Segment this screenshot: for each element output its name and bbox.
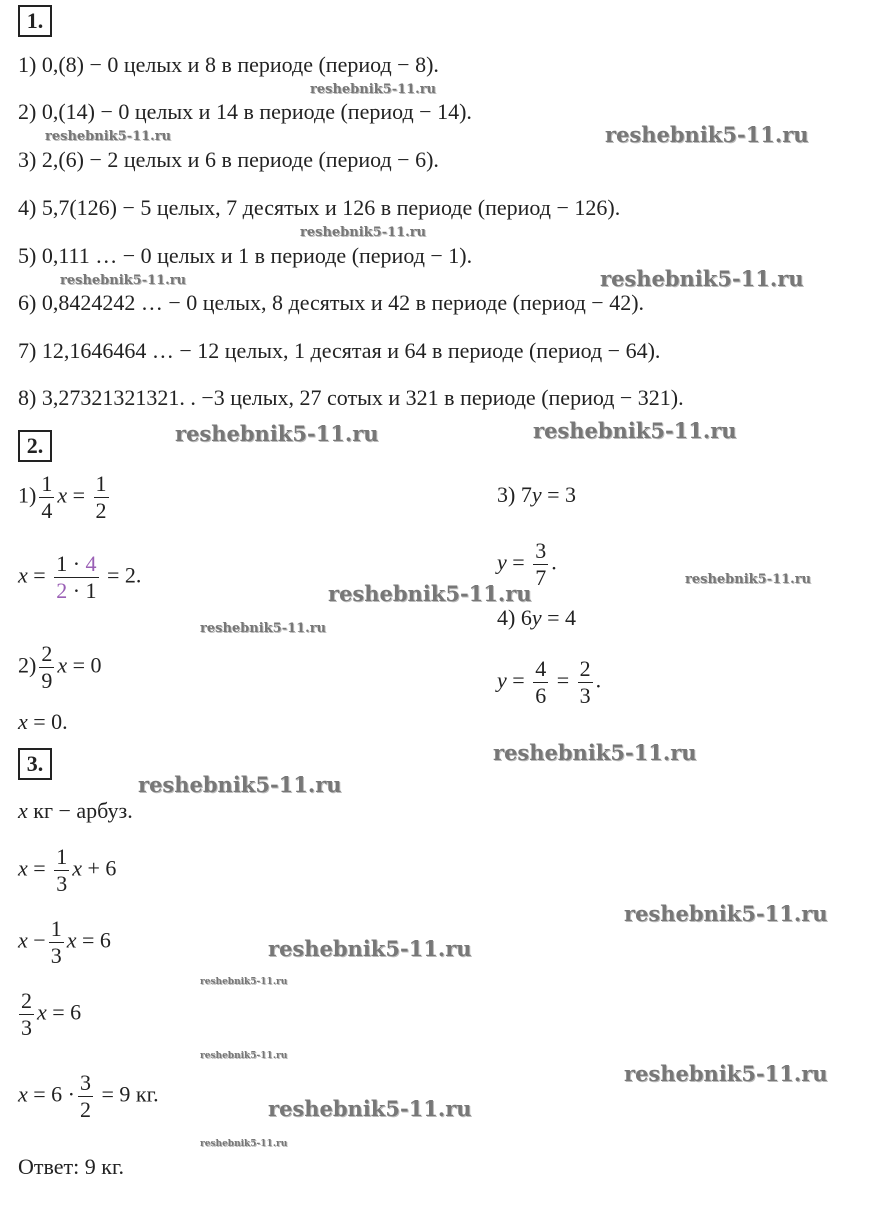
task2-eq3: 2) $\frac{2}{9}$ x = 0: [18, 641, 102, 693]
answer: Ответ: 9 кг.: [18, 1154, 124, 1179]
task3-line3: x − $\frac{1}{3}$ x = 6: [18, 916, 111, 968]
watermark: reshebnik5-11.ru: [268, 936, 472, 961]
watermark: reshebnik5-11.ru: [175, 421, 379, 446]
watermark: reshebnik5-11.ru: [200, 1051, 288, 1061]
task2-eq2: x = $\frac{1 \cdot 4}{2 \cdot 1}$ = 2.: [18, 551, 142, 603]
section-number-3: 3.: [18, 748, 52, 780]
task2-eq5: 3) 7y = 3: [497, 482, 577, 507]
watermark: reshebnik5-11.ru: [310, 82, 437, 97]
task3-line2: x = $\frac{1}{3}$ x + 6: [18, 844, 117, 896]
task2-eq6: y = $\frac{3}{7}$ .: [497, 538, 557, 590]
task3-line1: x кг − арбуз.: [18, 798, 133, 823]
task1-line: 7) 12,1646464 … − 12 целых, 1 десятая и 64 в периоде (период − 64).: [18, 338, 661, 363]
task2-eq4: x = 0.: [18, 709, 68, 734]
task1-line: 5) 0,111 … − 0 целых и 1 в периоде (период − 1).: [18, 243, 473, 268]
task1-line: 3) 2,(6) − 2 целых и 6 в периоде (период − 6).: [18, 147, 439, 172]
task2-eq1: 1) $\frac{1}{4}$ x = $\frac{1}{2}$: [18, 471, 107, 523]
watermark: reshebnik5-11.ru: [200, 977, 288, 987]
task1-line: 2) 0,(14) − 0 целых и 14 в периоде (период − 14).: [18, 99, 472, 124]
watermark: reshebnik5-11.ru: [60, 273, 187, 288]
watermark: reshebnik5-11.ru: [600, 266, 804, 291]
watermark: reshebnik5-11.ru: [200, 1139, 288, 1149]
watermark: reshebnik5-11.ru: [624, 901, 828, 926]
watermark: reshebnik5-11.ru: [268, 1096, 472, 1121]
task3-line4: $\frac{2}{3}$ x = 6: [21, 988, 82, 1040]
section-number-1: 1.: [18, 5, 52, 37]
watermark: reshebnik5-11.ru: [138, 772, 342, 797]
section-number-2: 2.: [18, 430, 52, 462]
watermark: reshebnik5-11.ru: [605, 122, 809, 147]
task1-line: 6) 0,8424242 … − 0 целых, 8 десятых и 42 в периоде (период − 42).: [18, 290, 645, 315]
task3-line5: x = 6 · $\frac{3}{2}$ = 9 кг.: [18, 1070, 159, 1122]
watermark: reshebnik5-11.ru: [533, 418, 737, 443]
task2-eq7: 4) 6y = 4: [497, 605, 577, 630]
watermark: reshebnik5-11.ru: [45, 129, 172, 144]
watermark: reshebnik5-11.ru: [493, 740, 697, 765]
task1-line: 8) 3,27321321321. . −3 целых, 27 сотых и 321 в периоде (период − 321).: [18, 385, 684, 410]
watermark: reshebnik5-11.ru: [300, 225, 427, 240]
watermark: reshebnik5-11.ru: [685, 572, 812, 587]
task1-line: 1) 0,(8) − 0 целых и 8 в периоде (период − 8).: [18, 52, 439, 77]
task2-eq8: y = $\frac{4}{6}$ = $\frac{2}{3}$ .: [497, 656, 602, 708]
watermark: reshebnik5-11.ru: [624, 1061, 828, 1086]
watermark: reshebnik5-11.ru: [328, 581, 532, 606]
watermark: reshebnik5-11.ru: [200, 621, 327, 636]
task1-line: 4) 5,7(126) − 5 целых, 7 десятых и 126 в периоде (период − 126).: [18, 195, 621, 220]
